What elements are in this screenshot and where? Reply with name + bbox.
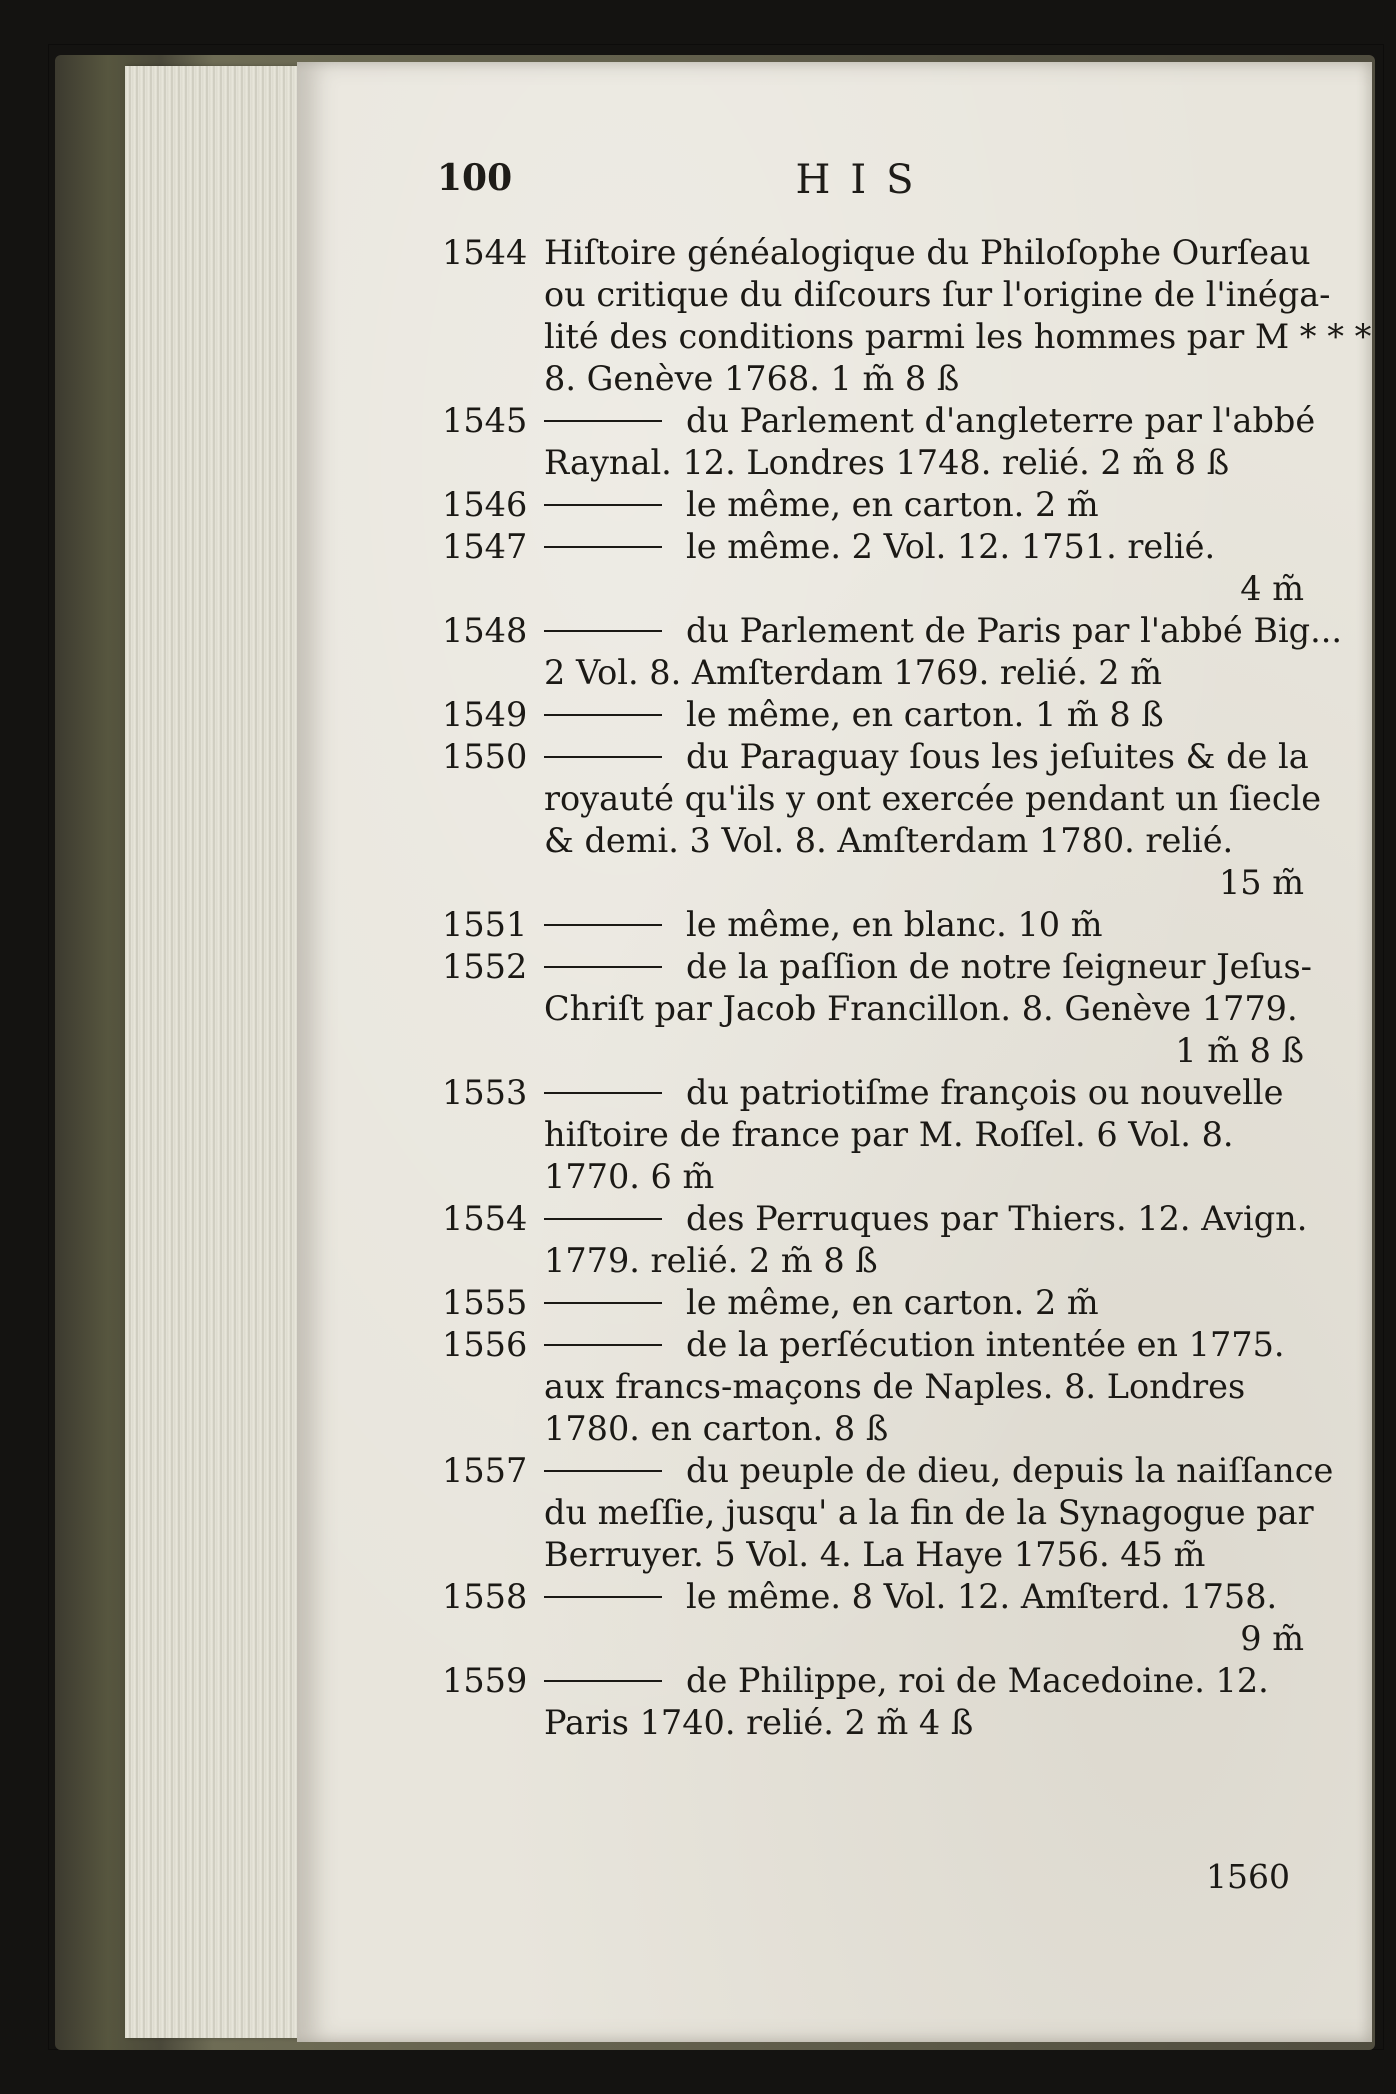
entry-number: 1557 bbox=[442, 1451, 528, 1490]
entry-line bbox=[544, 526, 1304, 568]
entry-text: 1770. 6 m̃ bbox=[544, 1157, 715, 1196]
entry-number: 1544 bbox=[442, 233, 528, 272]
entry-text: du meſſie, jusqu' a la fin de la Synagogue par bbox=[544, 1493, 1314, 1532]
entry-line bbox=[544, 1702, 1304, 1744]
entry-number: 1553 bbox=[442, 1073, 528, 1112]
page-edges bbox=[125, 66, 305, 2038]
entry-line bbox=[544, 274, 1331, 316]
ditto-dash bbox=[544, 1344, 662, 1346]
entry-line bbox=[544, 1408, 1304, 1450]
entry-text: du peuple de dieu, depuis la naiſſance bbox=[686, 1451, 1334, 1490]
entry-number: 1559 bbox=[442, 1661, 528, 1700]
entry-text: Berruyer. 5 Vol. 4. La Haye 1756. 45 m̃ bbox=[544, 1535, 1206, 1574]
entry-text: 9 m̃ bbox=[1240, 1619, 1304, 1658]
entry-text: de Philippe, roi de Macedoine. 12. bbox=[686, 1661, 1269, 1700]
entry-line bbox=[544, 1366, 1304, 1408]
ditto-dash bbox=[544, 1092, 662, 1094]
entry-number: 1558 bbox=[442, 1577, 528, 1616]
catalogue-entry bbox=[442, 1072, 1304, 1198]
entry-text: du Parlement d'angleterre par l'abbé bbox=[686, 401, 1316, 440]
entry-line bbox=[544, 1198, 1308, 1240]
catalogue-entry bbox=[442, 1282, 1304, 1324]
entry-line bbox=[544, 358, 1304, 400]
entry-text: le même, en carton. 1 m̃ 8 ß bbox=[686, 695, 1164, 734]
ditto-dash bbox=[544, 1302, 662, 1304]
catchword: 1560 bbox=[1206, 1857, 1290, 1896]
catalogue-entry bbox=[442, 1660, 1304, 1744]
entry-line bbox=[544, 1492, 1314, 1534]
entry-line bbox=[544, 316, 1372, 358]
catalogue-entry bbox=[442, 484, 1304, 526]
entry-line bbox=[544, 568, 1304, 610]
entry-line bbox=[544, 988, 1304, 1030]
entry-line bbox=[544, 610, 1343, 652]
ditto-dash bbox=[544, 924, 662, 926]
ditto-dash bbox=[544, 1470, 662, 1472]
entry-text: lité des conditions parmi les hommes par M * * * bbox=[544, 317, 1372, 356]
entry-text: 4 m̃ bbox=[1240, 569, 1304, 608]
entry-number: 1547 bbox=[442, 527, 528, 566]
entry-text: de la paſſion de notre ſeigneur Jeſus- bbox=[686, 947, 1312, 986]
entry-number: 1545 bbox=[442, 401, 528, 440]
ditto-dash bbox=[544, 546, 662, 548]
ditto-dash bbox=[544, 1680, 662, 1682]
catalogue-entry bbox=[442, 232, 1372, 400]
entry-text: 8. Genève 1768. 1 m̃ 8 ß bbox=[544, 359, 960, 398]
entry-line bbox=[544, 1534, 1304, 1576]
entry-line bbox=[544, 1030, 1304, 1072]
catalogue-entries bbox=[442, 232, 1372, 1744]
entry-number: 1554 bbox=[442, 1199, 528, 1238]
entry-text: de la perſécution intentée en 1775. bbox=[686, 1325, 1285, 1364]
entry-line bbox=[544, 694, 1304, 736]
entry-line bbox=[544, 652, 1304, 694]
entry-line bbox=[544, 1072, 1304, 1114]
entry-text: ou critique du diſcours ſur l'origine de l'inéga- bbox=[544, 275, 1331, 314]
ditto-dash bbox=[544, 504, 662, 506]
entry-number: 1556 bbox=[442, 1325, 528, 1364]
entry-line bbox=[544, 484, 1304, 526]
entry-line bbox=[544, 400, 1316, 442]
entry-text: le même. 2 Vol. 12. 1751. relié. bbox=[686, 527, 1216, 566]
entry-text: du Paraguay ſous les jeſuites & de la bbox=[686, 737, 1309, 776]
running-title: HIS bbox=[795, 157, 934, 203]
entry-line bbox=[544, 1324, 1304, 1366]
entry-line bbox=[544, 1240, 1304, 1282]
entry-number: 1549 bbox=[442, 695, 528, 734]
entry-text: le même, en blanc. 10 m̃ bbox=[686, 905, 1103, 944]
catalogue-entry bbox=[442, 1450, 1334, 1576]
entry-line bbox=[544, 1660, 1304, 1702]
entry-line bbox=[544, 1282, 1304, 1324]
entry-text: du Parlement de Paris par l'abbé Big... bbox=[686, 611, 1343, 650]
catalogue-entry bbox=[442, 736, 1322, 904]
entry-text: Paris 1740. relié. 2 m̃ 4 ß bbox=[544, 1703, 974, 1742]
entry-text: & demi. 3 Vol. 8. Amſterdam 1780. relié. bbox=[544, 821, 1234, 860]
entry-text: aux francs-maçons de Naples. 8. Londres bbox=[544, 1367, 1246, 1406]
catalogue-entry bbox=[442, 526, 1304, 610]
entry-line bbox=[544, 1618, 1304, 1660]
entry-line bbox=[544, 778, 1322, 820]
entry-line bbox=[544, 1576, 1304, 1618]
entry-number: 1550 bbox=[442, 737, 528, 776]
catalogue-entry bbox=[442, 610, 1343, 694]
entry-line bbox=[544, 862, 1304, 904]
book-page bbox=[297, 62, 1372, 2042]
entry-text: le même. 8 Vol. 12. Amſterd. 1758. bbox=[686, 1577, 1278, 1616]
entry-number: 1551 bbox=[442, 905, 528, 944]
ditto-dash bbox=[544, 756, 662, 758]
ditto-dash bbox=[544, 714, 662, 716]
entry-number: 1548 bbox=[442, 611, 528, 650]
entry-line bbox=[544, 1114, 1304, 1156]
entry-line bbox=[544, 1156, 1304, 1198]
entry-number: 1546 bbox=[442, 485, 528, 524]
running-head bbox=[437, 157, 1292, 217]
entry-text: hiſtoire de france par M. Roſſel. 6 Vol. 8. bbox=[544, 1115, 1234, 1154]
catalogue-entry bbox=[442, 946, 1312, 1072]
entry-line bbox=[544, 1450, 1334, 1492]
entry-line bbox=[544, 904, 1304, 946]
entry-line bbox=[544, 820, 1304, 862]
entry-text: 1 m̃ 8 ß bbox=[1175, 1031, 1304, 1070]
entry-text: le même, en carton. 2 m̃ bbox=[686, 485, 1099, 524]
entry-line bbox=[544, 232, 1311, 274]
entry-line bbox=[544, 946, 1312, 988]
ditto-dash bbox=[544, 1596, 662, 1598]
entry-text: Chriſt par Jacob Francillon. 8. Genève 1779. bbox=[544, 989, 1298, 1028]
ditto-dash bbox=[544, 966, 662, 968]
entry-text: Hiſtoire généalogique du Philoſophe Ourſeau bbox=[544, 233, 1311, 272]
catalogue-entry bbox=[442, 400, 1316, 484]
entry-text: le même, en carton. 2 m̃ bbox=[686, 1283, 1099, 1322]
ditto-dash bbox=[544, 1218, 662, 1220]
entry-number: 1552 bbox=[442, 947, 528, 986]
ditto-dash bbox=[544, 420, 662, 422]
entry-line bbox=[544, 442, 1304, 484]
catalogue-entry bbox=[442, 1324, 1304, 1450]
ditto-dash bbox=[544, 630, 662, 632]
entry-text: des Perruques par Thiers. 12. Avign. bbox=[686, 1199, 1308, 1238]
entry-line bbox=[544, 736, 1309, 778]
entry-text: 2 Vol. 8. Amſterdam 1769. relié. 2 m̃ bbox=[544, 653, 1163, 692]
entry-text: 1779. relié. 2 m̃ 8 ß bbox=[544, 1241, 878, 1280]
catalogue-entry bbox=[442, 904, 1304, 946]
entry-text: royauté qu'ils y ont exercée pendant un ſiecle bbox=[544, 779, 1322, 818]
page-number: 100 bbox=[437, 157, 513, 199]
entry-text: Raynal. 12. Londres 1748. relié. 2 m̃ 8 ß bbox=[544, 443, 1230, 482]
catalogue-entry bbox=[442, 1198, 1308, 1282]
catalogue-entry bbox=[442, 694, 1304, 736]
catalogue-entry bbox=[442, 1576, 1304, 1660]
entry-text: 1780. en carton. 8 ß bbox=[544, 1409, 889, 1448]
entry-text: du patriotiſme françois ou nouvelle bbox=[686, 1073, 1284, 1112]
entry-number: 1555 bbox=[442, 1283, 528, 1322]
entry-text: 15 m̃ bbox=[1218, 863, 1304, 902]
